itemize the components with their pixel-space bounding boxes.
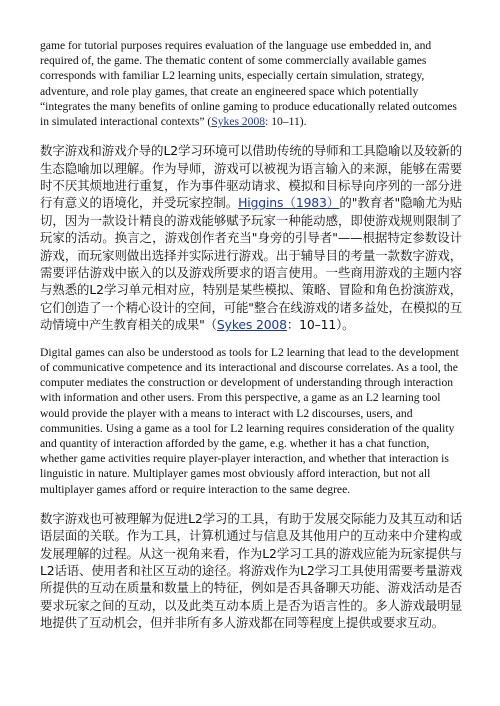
- paragraph-en-2: Digital games can also be understood as tools for L2 learning that lead to the development of communicative competence and its interactional and discourse correlates. As a tool, the computer mediates the construction or development of understanding through interaction with information and other users. From this perspective, a game as an L2 learning tool would provide the player with a means to interact with L2 discourses, users, and communities. Using a game as a tool for L2 learning requires consideration of the quality and quantity of interaction afforded by the game, e.g. whether it has a chat function, whether game activities require player-player interaction, and whether that interaction is linguistic in nature. Multiplayer games most obviously afford interaction, but not all multiplayer games afford or require interaction to the same degree.: [40, 345, 459, 496]
- paragraph-text: ：10–11）。: [286, 317, 355, 333]
- citation-link-sykes-2008[interactable]: Sykes 2008: [211, 115, 266, 129]
- paragraph-en-1: [40, 38, 462, 129]
- citation-link-sykes-2008[interactable]: Sykes 2008: [216, 317, 287, 333]
- paragraph-zh-1: [40, 142, 462, 333]
- paragraph-text: 数字游戏和游戏介导的L2学习环境可以借助传统的导师和工具隐喻以及较新的生态隐喻加以理解。作为导师，游戏可以被视为语言输入的来源，能够在需要时不厌其烦地进行重复，作为事件驱动请求、模拟和目标导向序列的一部分进行有意义的语境化，并受玩家控制。: [40, 143, 462, 211]
- paragraph-text: game for tutorial purposes requires evaluation of the language use embedded in, and required of, the game. The thematic content of some commercially available games corresponds with familiar L2 learning units, especially certain simulation, strategy, adventure, and role play games, that create an engineered space which potentially “integrates the many benefits of online gaming to produce educationally related outcomes in simulated interactional contexts” (: [40, 39, 457, 129]
- document-page: [40, 38, 462, 632]
- citation-link-higgins-1983[interactable]: Higgins（1983）: [238, 195, 340, 211]
- paragraph-text: : 10–11).: [265, 115, 307, 129]
- paragraph-text: 的"教育者"隐喻尤为贴切，因为一款设计精良的游戏能够赋予玩家一种能动感，即使游戏规则限制了玩家的活动。换言之，游戏创作者充当"身旁的引导者"——根据特定参数设计游戏，而玩家则做出选择并实际进行游戏。出于辅导目的考量一款数字游戏，需要评估游戏中嵌入的以及游戏所要求的语言使用。一些商用游戏的主题内容与熟悉的L2学习单元相对应，特别是某些模拟、策略、冒险和角色扮演游戏，它们创造了一个精心设计的空间，可能"整合在线游戏的诸多益处，在模拟的互动情境中产生教育相关的成果"（: [40, 195, 462, 333]
- paragraph-zh-2: 数字游戏也可被理解为促进L2学习的工具，有助于发展交际能力及其互动和话语层面的关联。作为工具，计算机通过与信息及其他用户的互动来中介建构或发展理解的过程。从这一视角来看，作为L2学习工具的游戏应能为玩家提供与L2话语、使用者和社区互动的途径。将游戏作为L2学习工具使用需要考量游戏所提供的互动在质量和数量上的特征，例如是否具备聊天功能、游戏活动是否要求玩家之间的互动，以及此类互动本质上是否为语言性的。多人游戏最明显地提供了互动机会，但并非所有多人游戏都在同等程度上提供或要求互动。: [40, 510, 462, 631]
